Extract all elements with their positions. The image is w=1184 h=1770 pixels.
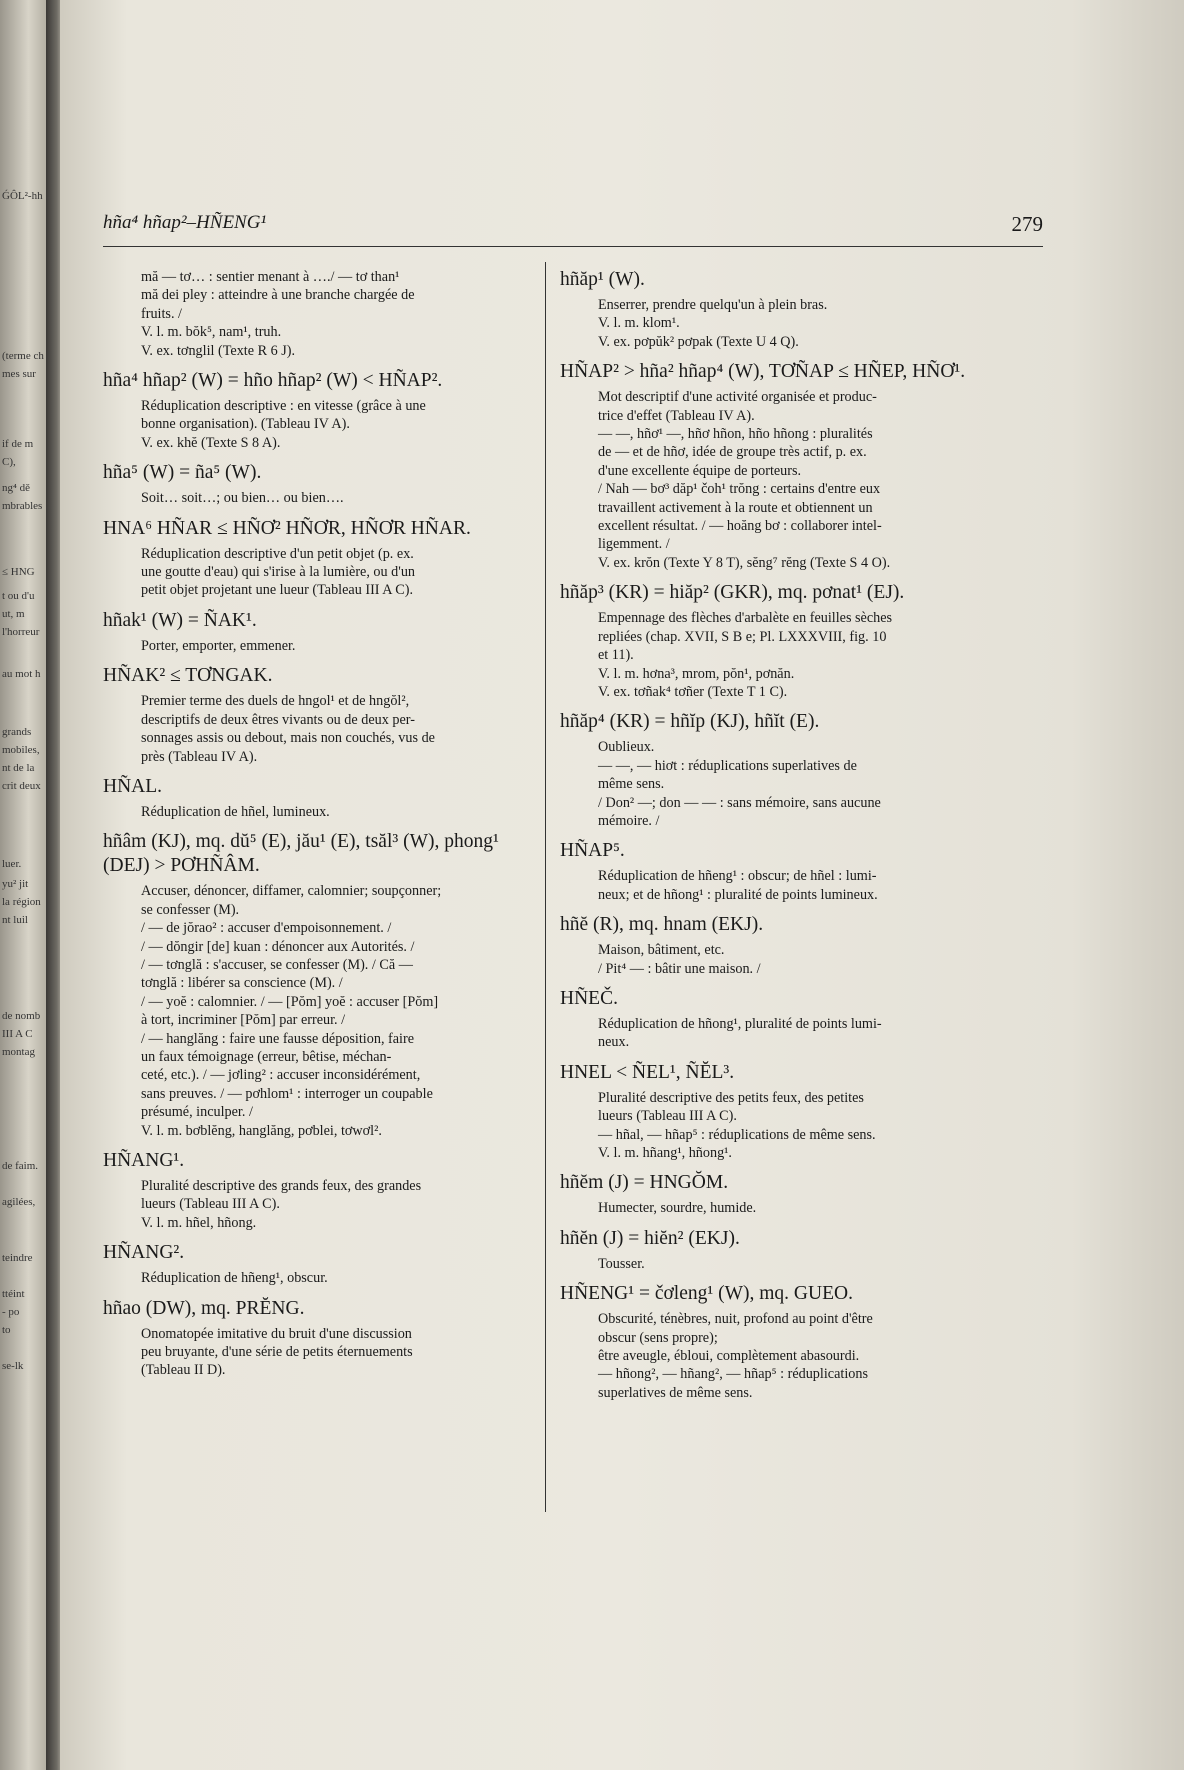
entry-definition [560,867,1048,904]
definition-line: neux; et de hñong¹ : pluralité de points lumineux. [598,886,878,903]
left-page-fragment: au mot h [2,668,41,680]
dictionary-entry [560,1171,1048,1217]
entry-definition [103,637,535,655]
left-page-fragment: if de m [2,438,34,450]
left-page-fragment: mbrables [2,500,43,512]
definition-line: obscur (sens propre); [598,1329,718,1346]
definition-line: V. ex. krŏn (Texte Y 8 T), sĕng⁷ rĕng (Texte S 4 O). [598,554,891,571]
page-number: 279 [1011,212,1043,236]
definition-line: travaillent activement à la route et obtiennent un [598,499,873,516]
definition-line: se confesser (M). [141,901,240,918]
left-page-fragment: to [2,1324,11,1336]
definition-line: / — hanglăng : faire une fausse déposition, faire [141,1030,415,1047]
entry-headword: HÑAK² ≤ TƠNGAK. [103,665,273,687]
entry-definition [103,545,535,600]
entry-headword: hñak¹ (W) = ÑAK¹. [103,609,257,631]
definition-line: Réduplication descriptive d'un petit objet (p. ex. [141,545,414,562]
left-page-fragment: mobiles, [2,744,40,756]
entry-definition [103,692,535,766]
entry-definition [560,296,1048,351]
left-page-fragment: yu² jit [2,878,29,890]
definition-line: — hñong², — hñang², — hñap⁵ : réduplications [598,1366,868,1383]
dictionary-entry [103,1149,535,1232]
dictionary-entry [560,987,1048,1052]
definition-line: Porter, emporter, emmener. [141,637,296,654]
entry-headword: hñĕn (J) = hiĕn² (EKJ). [560,1227,740,1249]
left-page-fragment: se-lk [2,1360,24,1372]
definition-line: Humecter, sourdre, humide. [598,1200,757,1217]
dictionary-entry [103,609,535,655]
entry-definition [103,268,535,360]
dictionary-entry [103,268,535,360]
definition-line: Réduplication de hñeng¹ : obscur; de hñel : lumi- [598,868,877,885]
entry-definition [103,1269,535,1287]
column-divider [545,262,546,1512]
dictionary-entry [103,775,535,821]
entry-definition [560,1310,1048,1402]
definition-line: bonne organisation). (Tableau IV A). [141,416,350,433]
definition-line: Enserrer, prendre quelqu'un à plein bras. [598,297,828,313]
definition-line: descriptifs de deux êtres vivants ou de deux per- [141,711,415,728]
left-page-fragment: (terme ch [2,350,44,362]
definition-line: Maison, bâtiment, etc. [598,942,725,959]
definition-line: V. l. m. bŏk⁵, nam¹, truh. [141,324,282,341]
entry-headword: HÑANG². [103,1242,185,1264]
header-rule [103,246,1043,247]
entry-definition [560,1255,1048,1273]
entry-definition [560,1015,1048,1052]
entry-headword: HÑAP² > hña² hñap⁴ (W), TƠÑAP ≤ HÑEP, HÑƠ¹. [560,361,966,383]
entry-headword: hñĕ (R), mq. hnam (EKJ). [560,914,764,936]
definition-line: peu bruyante, d'une série de petits éternuements [141,1344,413,1361]
dictionary-entry [560,710,1048,830]
dictionary-entry [560,839,1048,904]
definition-line: Réduplication de hñong¹, pluralité de points lumi- [598,1015,882,1032]
entry-headword: hñăp³ (KR) = hiăp² (GKR), mq. pơnat¹ (EJ). [560,582,905,604]
dictionary-page [60,0,1184,1770]
left-page-fragment: crit deux [2,780,41,792]
definition-line: / Nah — bơ³ dăp¹ čoh¹ trŏng : certains d'entre eux [598,481,881,498]
definition-line: Réduplication descriptive : en vitesse (grâce à une [141,398,426,415]
entry-headword: hñăp⁴ (KR) = hñĭp (KJ), hñĭt (E). [560,711,820,733]
dictionary-entry [103,369,535,452]
definition-line: une goutte d'eau) qui s'irise à la lumière, ou d'un [141,564,416,581]
left-page-fragment: mes sur [2,368,36,380]
definition-line: V. ex. pơpŭk² pơpak (Texte U 4 Q). [598,333,799,350]
left-page-fragment: luer. [2,858,22,870]
definition-line: V. l. m. hñang¹, hñong¹. [598,1145,732,1161]
entry-definition [103,803,535,821]
definition-line: Empennage des flèches d'arbalète en feuilles sèches [598,610,893,627]
definition-line: lueurs (Tableau III A C). [141,1196,280,1213]
entry-definition [103,1177,535,1232]
definition-line: Accuser, dénoncer, diffamer, calomnier; soupçonner; [141,883,442,900]
definition-line: / — de jŏrao² : accuser d'empoisonnement. / [141,920,392,937]
definition-line: Réduplication de hñel, lumineux. [141,803,330,820]
entry-definition [560,1199,1048,1217]
entry-headword: hña⁴ hñap² (W) = hño hñap² (W) < HÑAP². [103,370,443,392]
left-page-fragment: ut, m [2,608,25,620]
definition-line: sans preuves. / — pơhlom¹ : interroger un coupable [141,1085,433,1102]
left-page-fragment: la région [2,896,41,908]
definition-line: — —, hñơ¹ —, hñơ hñon, hño hñong : pluralités [598,426,873,443]
definition-line: Réduplication de hñeng¹, obscur. [141,1270,328,1287]
left-page-fragment: grands [2,726,32,738]
entry-definition [103,1325,535,1380]
entry-headword: HÑENG¹ = čơleng¹ (W), mq. GUEO. [560,1283,853,1305]
definition-line: V. l. m. hơna³, mrom, pŏn¹, pơnăn. [598,665,795,682]
entry-headword: HÑANG¹. [103,1150,185,1171]
left-page-fragment: de nomb [2,1010,41,1022]
definition-line: / — yoĕ : calomnier. / — [Pŏm] yoĕ : accuser [Pŏm] [141,993,439,1010]
dictionary-entry [103,1297,535,1380]
left-page-fragment: t ou d'u [2,590,35,602]
entry-definition [560,1089,1048,1163]
definition-line: même sens. [598,776,665,793]
definition-line: être aveugle, ébloui, complètement abasourdi. [598,1348,860,1365]
left-page-fragment: montag [2,1046,35,1058]
left-page-fragment: de faim. [2,1160,39,1172]
definition-line: / — dŏngir [de] kuan : dénoncer aux Autorités. / [141,938,415,955]
left-page-fragment: ng⁴ dě [2,482,30,494]
left-page-fragment: ttéint [2,1288,25,1300]
left-page-fragment: - po [2,1306,20,1318]
running-head [103,212,1043,240]
definition-line: Obscurité, ténèbres, nuit, profond au point d'être [598,1311,873,1328]
definition-line: mémoire. / [598,812,660,829]
definition-line: repliées (chap. XVII, S B e; Pl. LXXXVIII, fig. 10 [598,628,887,645]
definition-line: V. l. m. bơblĕng, hanglăng, pơblei, tơwơl². [141,1122,382,1139]
entry-headword: hña⁵ (W) = ña⁵ (W). [103,462,262,484]
dictionary-entry [560,1227,1048,1273]
definition-line: trice d'effet (Tableau IV A). [598,407,755,424]
dictionary-entry [103,1241,535,1287]
definition-line: présumé, inculper. / [141,1104,253,1121]
definition-line: — hñal, — hñap⁵ : réduplications de même sens. [598,1126,876,1143]
dictionary-entry [560,1061,1048,1163]
right-column [560,268,1048,1411]
definition-line: Pluralité descriptive des grands feux, des grandes [141,1178,422,1194]
definition-line: Tousser. [598,1255,645,1272]
entry-headword: HNA⁶ HÑAR ≤ HÑƠ² HÑƠR, HÑƠR HÑAR. [103,517,471,539]
entry-definition [560,941,1048,978]
definition-line: près (Tableau IV A). [141,748,258,765]
definition-line: sonnages assis ou debout, mais non couchés, vus de [141,730,435,747]
definition-line: ceté, etc.). / — jơling² : accuser inconsidérément, [141,1067,421,1084]
definition-line: mă dei pley : atteindre à une branche chargée de [141,287,415,304]
dictionary-entry [560,581,1048,701]
entry-definition [103,489,535,507]
definition-line: Soit… soit…; ou bien… ou bien…. [141,490,344,507]
definition-line: tơnglă : libérer sa conscience (M). / [141,975,343,992]
entry-definition [103,882,535,1140]
entry-headword: HÑAL. [103,775,163,797]
dictionary-entry [560,1282,1048,1402]
definition-line: lueurs (Tableau III A C). [598,1108,737,1125]
running-head-title: hña⁴ hñap²–HÑENG¹ [103,212,267,233]
left-page-fragment: III A C [2,1028,33,1040]
left-page-fragment: agilées, [2,1196,36,1208]
definition-line: — —, — hiơt : réduplications superlatives de [598,757,857,774]
left-page-fragment: teindre [2,1252,33,1264]
definition-line: de — et de hñơ, idée de groupe très actif, p. ex. [598,444,867,461]
definition-line: superlatives de même sens. [598,1384,753,1401]
definition-line: d'une excellente équipe de porteurs. [598,462,802,479]
dictionary-entry [103,830,535,1140]
definition-line: un faux témoignage (erreur, bêtise, méchan- [141,1048,392,1065]
dictionary-entry [103,517,535,600]
definition-line: excellent résultat. / — hoăng bơ : collaborer intel- [598,518,882,535]
definition-line: Onomatopée imitative du bruit d'une discussion [141,1325,412,1342]
definition-line: V. ex. khĕ (Texte S 8 A). [141,434,281,451]
definition-line: V. ex. tơnglil (Texte R 6 J). [141,342,296,359]
definition-line: Mot descriptif d'une activité organisée et produc- [598,389,877,406]
definition-line: neux. [598,1034,630,1051]
entry-headword: HNEL < ÑEL¹, ÑĔL³. [560,1061,735,1083]
definition-line: Pluralité descriptive des petits feux, des petites [598,1089,864,1106]
dictionary-entry [560,360,1048,572]
definition-line: / Don² —; don — — : sans mémoire, sans aucune [598,794,881,811]
definition-line: (Tableau II D). [141,1362,226,1379]
definition-line: Oublieux. [598,739,655,756]
definition-line: mă — tơ… : sentier menant à …./ — tơ than¹ [141,269,400,285]
left-column [103,268,535,1389]
definition-line: V. l. m. klom¹. [598,315,680,332]
left-page-fragment: nt de la [2,762,35,774]
dictionary-entry [103,664,535,766]
definition-line: et 11). [598,647,634,664]
definition-line: fruits. / [141,305,182,322]
entry-headword: hñĕm (J) = HNGŎM. [560,1172,729,1194]
entry-headword: HÑEČ. [560,987,618,1009]
definition-line: / — tơnglă : s'accuser, se confesser (M). / Că — [141,956,413,973]
definition-line: petit objet projetant une lueur (Tableau III A C). [141,582,414,599]
left-page-fragment: l'horreur [2,626,40,638]
entry-definition [103,397,535,452]
dictionary-entry [560,913,1048,978]
entry-definition [560,738,1048,830]
left-page-fragment: nt luil [2,914,28,926]
definition-line: V. ex. tơñak⁴ tơñer (Texte T 1 C). [598,683,788,700]
definition-line: à tort, incriminer [Pŏm] par erreur. / [141,1012,346,1029]
entry-headword: hñăp¹ (W). [560,269,645,290]
definition-line: V. l. m. hñel, hñong. [141,1214,257,1231]
left-page-fragment: ǴÔL²-hh [2,190,43,202]
entry-headword: hñâm (KJ), mq. dŭ⁵ (E), jău¹ (E), tsăl³ (W), phong¹ (DEJ) > PƠHÑÂM. [103,831,499,877]
entry-definition [560,609,1048,701]
entry-headword: hñao (DW), mq. PRĔNG. [103,1297,305,1319]
dictionary-entry [560,268,1048,351]
dictionary-entry [103,461,535,507]
left-page-fragment: ≤ HNG [2,566,35,578]
entry-definition [560,388,1048,572]
left-page-edge [0,0,52,1770]
definition-line: Premier terme des duels de hngol¹ et de hngŏl², [141,693,410,710]
entry-headword: HÑAP⁵. [560,840,625,862]
definition-line: ligemment. / [598,536,670,553]
left-page-fragment: C), [2,456,16,468]
definition-line: / Pit⁴ — : bâtir une maison. / [598,960,761,977]
